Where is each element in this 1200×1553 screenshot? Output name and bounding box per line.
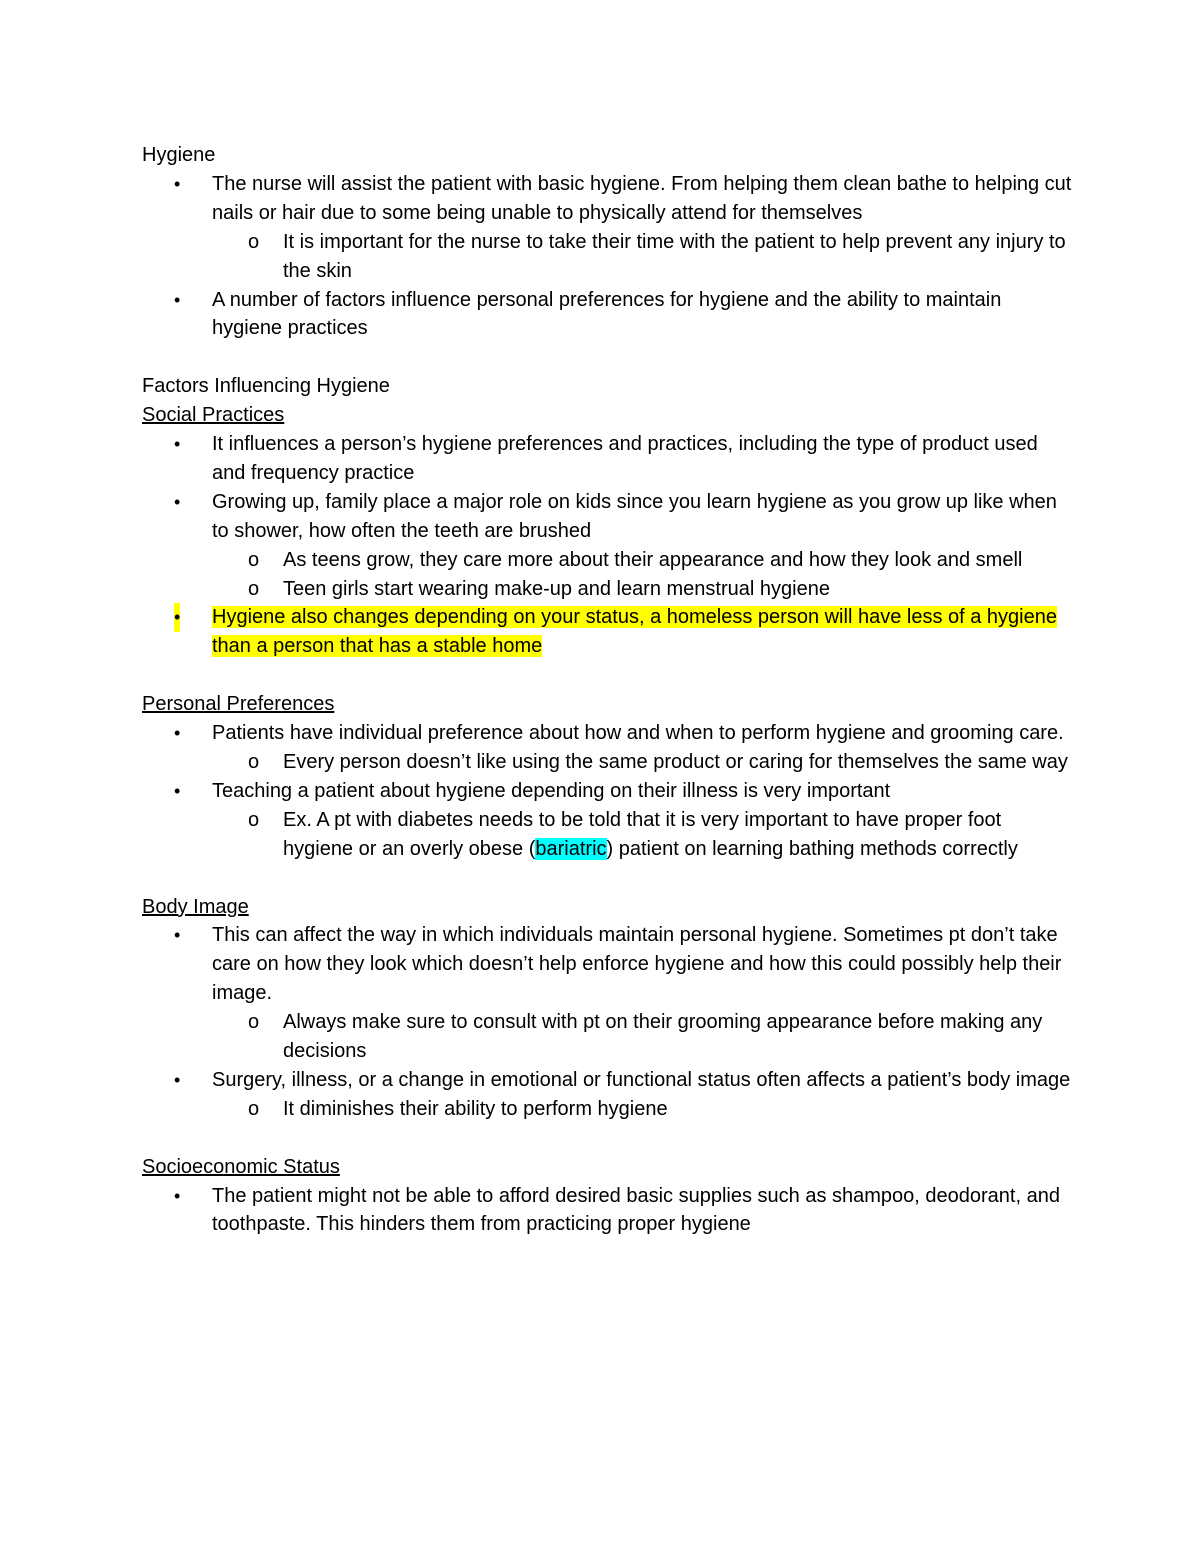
- bullet-icon: •: [174, 1069, 181, 1090]
- hygiene-list: [142, 170, 1072, 343]
- socioeconomic-list: [142, 1182, 1072, 1240]
- list-item: [142, 1182, 1072, 1240]
- list-item: [142, 719, 1072, 748]
- bullet-icon: •: [174, 723, 181, 744]
- list-item-text: As teens grow, they care more about their appearance and how they look and smell: [283, 548, 1023, 571]
- list-item-text: Patients have individual preference about how and when to perform hygiene and grooming care.: [212, 722, 1064, 745]
- list-item: [142, 777, 1072, 806]
- list-item: [142, 430, 1072, 488]
- list-item-text: Every person doesn’t like using the same product or caring for themselves the same way: [283, 751, 1068, 773]
- list-item: [142, 286, 1072, 344]
- sub-bullet-icon: o: [248, 548, 260, 571]
- list-item: [142, 1066, 1072, 1095]
- sub-list-item: [142, 228, 1072, 286]
- list-item-text: Always make sure to consult with pt on their grooming appearance before making any decisions: [283, 1011, 1043, 1063]
- sub-bullet-icon: o: [248, 577, 260, 600]
- highlighted-text: Hygiene also changes depending on your status, a homeless person will have less of a hygiene than a person that has a stable home: [212, 606, 1057, 658]
- heading-social-practices: Social Practices: [142, 404, 285, 427]
- list-item: [142, 488, 1072, 546]
- list-item-text: It influences a person’s hygiene preferences and practices, including the type of product used and frequency practice: [212, 433, 1038, 484]
- list-item-text: The nurse will assist the patient with basic hygiene. From helping them clean bathe to helping cut nails or hair due to some being unable to physically attend for themselves: [212, 172, 1072, 224]
- sub-list-item: [142, 546, 1072, 575]
- bullet-icon: •: [174, 289, 181, 310]
- sub-bullet-icon: o: [248, 1011, 260, 1034]
- list-item-text: Surgery, illness, or a change in emotional or functional status often affects a patient’s body image: [212, 1068, 1071, 1091]
- heading-personal-preferences: Personal Preferences: [142, 693, 335, 716]
- body-image-list: [142, 921, 1072, 1123]
- sub-bullet-icon: o: [248, 751, 260, 773]
- bullet-icon: •: [174, 491, 181, 512]
- list-item-text-before: Ex. A pt with diabetes needs to be told that it is very important to have proper foot hygiene or an overly obese (: [283, 808, 1002, 860]
- list-item-text: It is important for the nurse to take their time with the patient to help prevent any injury to the skin: [283, 230, 1066, 282]
- list-item-text: Growing up, family place a major role on kids since you learn hygiene as you grow up like when to shower, how often the teeth are brushed: [212, 490, 1057, 542]
- sub-bullet-icon: o: [248, 230, 260, 253]
- spacer: [142, 661, 1072, 690]
- spacer: [142, 1124, 1072, 1153]
- sub-bullet-icon: o: [248, 1097, 260, 1120]
- bullet-icon: •: [174, 434, 181, 455]
- bullet-icon: •: [174, 603, 180, 632]
- social-list: [142, 430, 1072, 661]
- heading-hygiene: Hygiene: [142, 144, 216, 166]
- list-item-text-after: ) patient on learning bathing methods correctly: [606, 837, 1018, 860]
- heading-factors: Factors Influencing Hygiene: [142, 375, 390, 398]
- sub-list-item: [142, 806, 1072, 864]
- bullet-icon: •: [174, 1185, 181, 1206]
- heading-body-image: Body Image: [142, 895, 249, 918]
- list-item: [142, 921, 1072, 1008]
- list-item-text: It diminishes their ability to perform hygiene: [283, 1097, 668, 1120]
- sub-list-item: [142, 575, 1072, 604]
- list-item-text: Teaching a patient about hygiene depending on their illness is very important: [212, 779, 891, 802]
- sub-bullet-icon: o: [248, 808, 260, 831]
- spacer: [142, 343, 1072, 372]
- sub-list-item: [142, 1008, 1072, 1066]
- list-item: [142, 170, 1072, 228]
- personal-list: [142, 719, 1072, 864]
- sub-list-item: [142, 1095, 1072, 1124]
- list-item-text: Teen girls start wearing make-up and learn menstrual hygiene: [283, 577, 830, 600]
- bullet-icon: •: [174, 173, 181, 194]
- spacer: [142, 864, 1072, 893]
- highlighted-list-item: [142, 603, 1072, 661]
- heading-socioeconomic-status: Socioeconomic Status: [142, 1155, 340, 1178]
- highlighted-word: bariatric: [535, 837, 607, 860]
- list-item-text: The patient might not be able to afford desired basic supplies such as shampoo, deodorant, and toothpaste. This hinders them from practicing proper hygiene: [212, 1184, 1060, 1236]
- bullet-icon: •: [174, 925, 181, 946]
- list-item-text: A number of factors influence personal preferences for hygiene and the ability to maintain hygiene practices: [212, 288, 1002, 340]
- bullet-icon: •: [174, 780, 181, 801]
- sub-list-item: [142, 748, 1072, 777]
- list-item-text: This can affect the way in which individuals maintain personal hygiene. Sometimes pt don’t take care on how they look which doesn’t help enforce hygiene and how this could possibly help their image.: [212, 924, 1062, 1005]
- document-body: [142, 141, 1072, 1239]
